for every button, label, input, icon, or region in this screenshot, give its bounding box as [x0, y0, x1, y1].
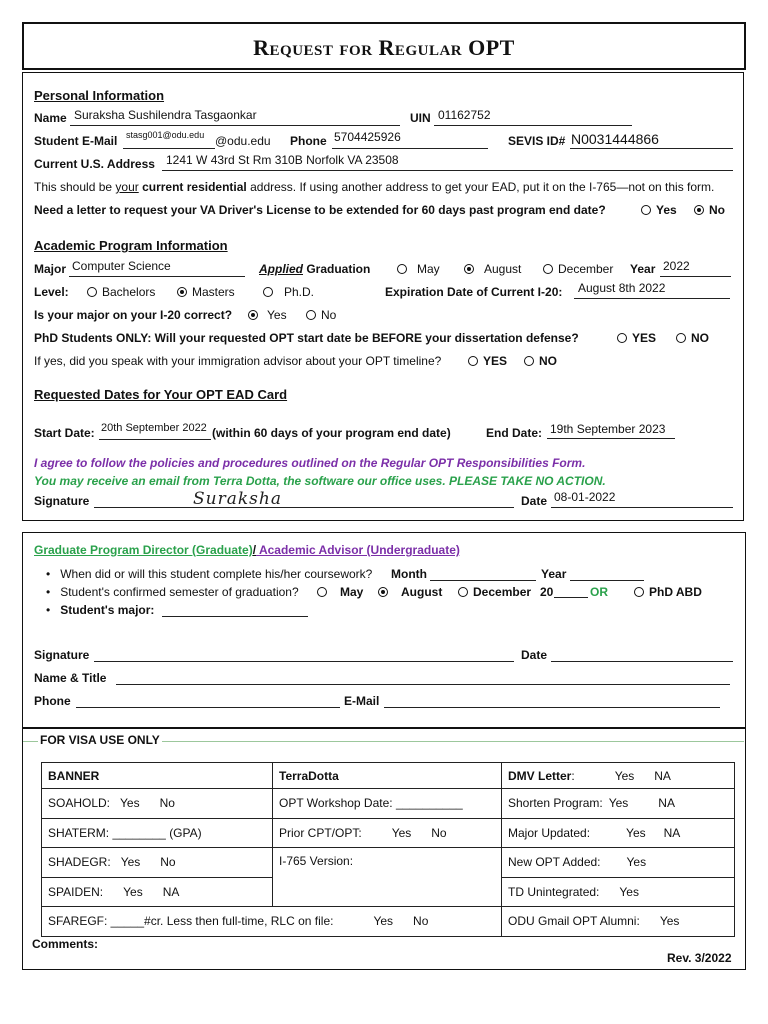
year-field-gpd[interactable] — [570, 580, 644, 581]
major-correct-question: Is your major on your I-20 correct? — [34, 308, 233, 322]
email-notice: You may receive an email from Terra Dotta, the software our office uses. PLEASE TAKE NO ACTION. — [34, 474, 606, 488]
name-title-field[interactable] — [116, 684, 730, 685]
radio-icon — [543, 264, 553, 274]
personal-heading: Personal Information — [34, 88, 165, 103]
radio-selected-icon — [248, 310, 258, 320]
end-date-value: 19th September 2023 — [550, 422, 666, 436]
shaterm-cell: SHATERM: ________ (GPA) — [42, 818, 273, 848]
phone-field[interactable] — [332, 148, 488, 149]
gpd-email-field[interactable] — [384, 707, 720, 708]
student-signature: Suraksha — [193, 489, 282, 509]
major-label: Major — [34, 262, 67, 276]
gpd-section — [22, 532, 746, 728]
radio-icon — [634, 587, 644, 597]
radio-icon — [676, 333, 686, 343]
gpd-heading: Graduate Program Director (Graduate)/ Academic Advisor (Undergraduate) — [34, 543, 460, 557]
dl-question: Need a letter to request your VA Driver's License to be extended for 60 days past program end date? — [34, 203, 606, 217]
level-label: Level: — [34, 285, 69, 299]
prior-cpt-cell: Prior CPT/OPT: Yes No — [273, 818, 502, 848]
academic-heading: Academic Program Information — [34, 238, 228, 253]
grad-may-option[interactable]: May — [397, 262, 440, 276]
grad-august-option[interactable]: August — [464, 262, 521, 276]
radio-selected-icon — [694, 205, 704, 215]
terradotta-header: TerraDotta — [273, 763, 502, 789]
gpd-may-option[interactable]: May — [317, 585, 363, 599]
signature-field[interactable] — [94, 507, 514, 508]
end-date-label: End Date: — [486, 426, 543, 440]
i20-exp-field[interactable] — [574, 298, 730, 299]
address-value: 1241 W 43rd St Rm 310B Norfolk VA 23508 — [166, 153, 399, 167]
month-label: Month — [391, 567, 427, 581]
level-masters-option[interactable]: Masters — [177, 285, 235, 299]
sevis-label: SEVIS ID# — [508, 134, 566, 148]
odu-gmail-cell: ODU Gmail OPT Alumni: Yes — [502, 907, 735, 937]
radio-icon — [468, 356, 478, 366]
soahold-cell: SOAHOLD: Yes No — [42, 789, 273, 819]
start-date-value: 20th September 2022 — [101, 422, 207, 434]
spaiden-cell: SPAIDEN: Yes NA — [42, 877, 273, 907]
sevis-value: N0031444866 — [571, 131, 659, 147]
level-bachelors-option[interactable]: Bachelors — [87, 285, 155, 299]
i20-exp-label: Expiration Date of Current I-20: — [385, 285, 563, 299]
semester-bullet: • Student's confirmed semester of graduation? — [46, 585, 299, 599]
gpd-twenty: 20 — [540, 585, 554, 599]
gpd-signature-label: Signature — [34, 648, 90, 662]
email-label: Student E-Mail — [34, 134, 118, 148]
radio-icon — [87, 287, 97, 297]
uin-field[interactable] — [434, 125, 632, 126]
within-note: (within 60 days of your program end date) — [212, 426, 451, 440]
dates-heading: Requested Dates for Your OPT EAD Card — [34, 387, 288, 402]
name-title-label: Name & Title — [34, 671, 107, 685]
gpd-email-label: E-Mail — [344, 694, 380, 708]
year-value: 2022 — [663, 259, 690, 273]
phd-yes-option[interactable]: YES — [617, 331, 656, 345]
comments-label: Comments: — [32, 937, 99, 951]
gpd-date-field[interactable] — [551, 661, 733, 662]
gpd-august-option[interactable]: August — [378, 585, 442, 599]
sevis-field[interactable] — [570, 148, 733, 149]
gpd-phone-label: Phone — [34, 694, 71, 708]
student-major-field[interactable] — [162, 616, 308, 617]
shadegr-cell: SHADEGR: Yes No — [42, 848, 273, 878]
uin-label: UIN — [410, 111, 431, 125]
advisor-no-option[interactable]: NO — [524, 354, 557, 368]
email-field[interactable] — [123, 148, 215, 149]
radio-icon — [397, 264, 407, 274]
visa-heading: FOR VISA USE ONLY — [40, 733, 160, 747]
major-correct-no-option[interactable]: No — [306, 308, 336, 322]
gpd-date-label: Date — [521, 648, 548, 662]
i20-exp-value: August 8th 2022 — [578, 281, 666, 295]
phone-value: 5704425926 — [334, 130, 401, 144]
phd-question: PhD Students ONLY: Will your requested OPT start date be BEFORE your dissertation defense? — [34, 331, 579, 345]
date-field[interactable] — [551, 507, 733, 508]
dl-yes-option[interactable]: Yes — [641, 203, 677, 217]
new-opt-cell: New OPT Added: Yes — [502, 848, 735, 878]
date-value: 08-01-2022 — [554, 490, 616, 504]
radio-selected-icon — [177, 287, 187, 297]
i765-version-cell: I-765 Version: — [273, 848, 502, 907]
month-field[interactable] — [430, 580, 536, 581]
uin-value: 01162752 — [438, 108, 491, 122]
page-title: Request for Regular OPT — [253, 35, 515, 60]
agree-statement: I agree to follow the policies and procedures outlined on the Regular OPT Responsibilities Form. — [34, 456, 586, 470]
dl-no-option[interactable]: No — [694, 203, 725, 217]
name-value: Suraksha Sushilendra Tasgaonkar — [74, 108, 257, 122]
radio-icon — [524, 356, 534, 366]
gpd-december-option[interactable]: December — [458, 585, 531, 599]
applied-graduation-label: Applied Graduation — [259, 262, 371, 276]
signature-label: Signature — [34, 494, 90, 508]
radio-icon — [306, 310, 316, 320]
shorten-program-cell: Shorten Program: Yes NA — [502, 789, 735, 819]
email-value: stasg001@odu.edu — [126, 130, 205, 140]
student-major-bullet: • Student's major: — [46, 603, 155, 617]
gpd-phone-field[interactable] — [76, 707, 340, 708]
gpd-or: OR — [590, 585, 608, 599]
opt-workshop-cell: OPT Workshop Date: __________ — [273, 789, 502, 819]
start-date-field[interactable] — [99, 439, 211, 440]
year-label-gpd: Year — [541, 567, 567, 581]
name-field[interactable] — [70, 125, 400, 126]
radio-icon — [458, 587, 468, 597]
revision-label: Rev. 3/2022 — [667, 951, 732, 965]
end-date-field[interactable] — [547, 438, 675, 439]
name-label: Name — [34, 111, 67, 125]
gpd-signature-field[interactable] — [94, 661, 514, 662]
address-field[interactable] — [162, 170, 733, 171]
year-label: Year — [630, 262, 656, 276]
email-suffix: @odu.edu — [215, 134, 271, 148]
address-note: This should be your current residential address. If using another address to get your EAD, put it on the I-765—not on this form. — [34, 180, 715, 194]
dmv-header: DMV Letter: Yes NA — [502, 763, 735, 789]
title-box — [22, 22, 746, 70]
date-label: Date — [521, 494, 548, 508]
major-updated-cell: Major Updated: Yes NA — [502, 818, 735, 848]
visa-checklist-table — [41, 762, 735, 937]
year-field[interactable] — [660, 276, 731, 277]
level-phd-option[interactable]: Ph.D. — [263, 285, 314, 299]
phone-label: Phone — [290, 134, 327, 148]
radio-icon — [317, 587, 327, 597]
radio-selected-icon — [378, 587, 388, 597]
phd-no-option[interactable]: NO — [676, 331, 709, 345]
radio-selected-icon — [464, 264, 474, 274]
advisor-question: If yes, did you speak with your immigration advisor about your OPT timeline? — [34, 354, 442, 368]
address-label: Current U.S. Address — [34, 157, 155, 171]
major-correct-yes-option[interactable]: Yes — [248, 308, 287, 322]
gpd-year-suffix-field[interactable] — [554, 597, 588, 598]
major-field[interactable] — [69, 276, 245, 277]
radio-icon — [641, 205, 651, 215]
major-value: Computer Science — [72, 259, 171, 273]
td-unintegrated-cell: TD Unintegrated: Yes — [502, 877, 735, 907]
advisor-yes-option[interactable]: YES — [468, 354, 507, 368]
start-date-label: Start Date: — [34, 426, 95, 440]
radio-icon — [617, 333, 627, 343]
gpd-phd-abd-option[interactable]: PhD ABD — [634, 585, 702, 599]
banner-header: BANNER — [42, 763, 273, 789]
sfaregf-cell: SFAREGF: _____#cr. Less then full-time, RLC on file: Yes No — [42, 907, 502, 937]
radio-icon — [263, 287, 273, 297]
grad-december-option[interactable]: December — [543, 262, 613, 276]
coursework-bullet: • When did or will this student complete his/her coursework? — [46, 567, 373, 581]
